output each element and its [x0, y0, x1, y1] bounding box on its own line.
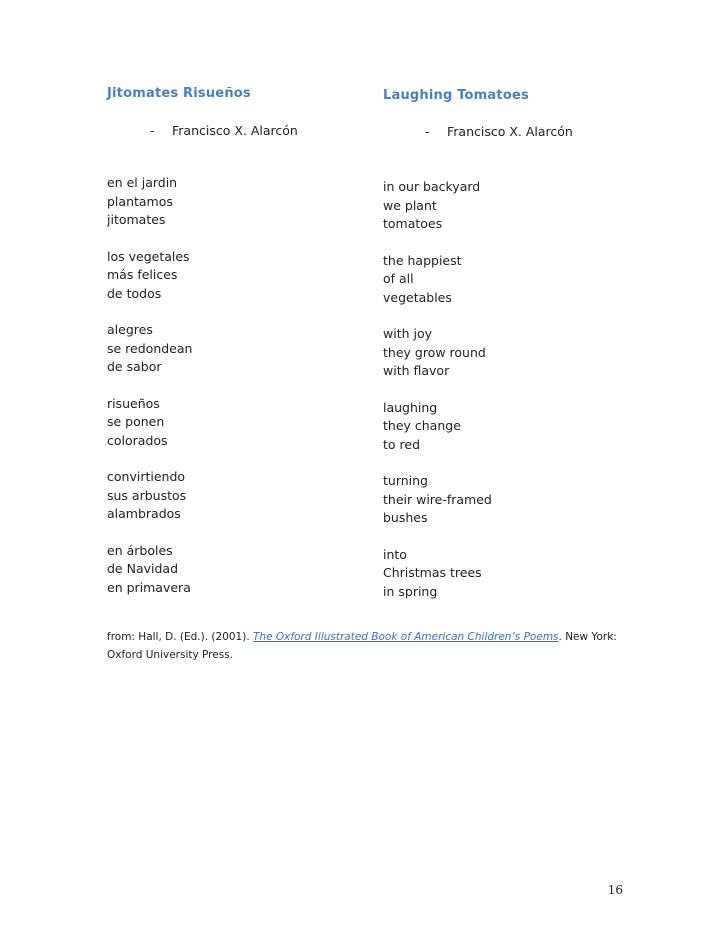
stanza [383, 546, 492, 602]
poem-line: en árboles [107, 542, 173, 558]
poem-title-english: Laughing Tomatoes [383, 88, 529, 103]
stanza [107, 542, 192, 598]
poem-line: bushes [383, 510, 428, 525]
citation-book-title[interactable]: The Oxford Illustrated Book of American Children’s Poems [253, 631, 559, 643]
poem-line: convirtiendo [107, 469, 186, 484]
poem-line: se ponen [107, 414, 165, 429]
poem-line: se redondean [107, 340, 193, 356]
poem-line: to red [383, 436, 421, 452]
poem-title-spanish: Jitomates Risueños [107, 86, 251, 101]
stanza [383, 399, 492, 455]
poem-body-spanish [107, 174, 192, 615]
poem-line: sus arbustos [107, 487, 187, 503]
author-dash: - [425, 124, 430, 139]
page-number: 16 [607, 883, 623, 897]
stanza [383, 325, 492, 381]
poem-line: their wire-framed [383, 491, 492, 507]
poem-line: laughing [383, 399, 438, 415]
poem-line: alambrados [107, 506, 181, 521]
poem-line: plantamos [107, 193, 173, 209]
poem-line: más felices [107, 267, 178, 282]
poem-body-english [383, 178, 492, 619]
poem-line: vegetables [383, 289, 452, 305]
poem-line: alegres [107, 322, 153, 337]
poem-line: in spring [383, 583, 438, 599]
poem-line: into [383, 546, 407, 562]
stanza [383, 178, 492, 234]
stanza [107, 395, 192, 451]
poem-line: risueños [107, 395, 160, 411]
author-name: Francisco X. Alarcón [172, 123, 298, 138]
poem-line: the happiest [383, 252, 462, 268]
poem-line: turning [383, 473, 428, 488]
author-name: Francisco X. Alarcón [447, 124, 573, 139]
poem-line: with flavor [383, 363, 450, 378]
poem-line: in our backyard [383, 179, 481, 194]
poem-line: they change [383, 418, 461, 433]
stanza [383, 252, 492, 308]
poem-line: colorados [107, 432, 168, 448]
poem-line: jitomates [107, 212, 166, 227]
poem-line: de Navidad [107, 561, 179, 576]
poem-line: Christmas trees [383, 565, 482, 580]
poem-line: los vegetales [107, 248, 190, 264]
stanza [107, 248, 192, 304]
poem-line: en primavera [107, 579, 191, 595]
poem-line: en el jardin [107, 175, 178, 190]
citation-prefix: from: Hall, D. (Ed.). (2001). [107, 631, 254, 643]
citation-suffix: . New York: Oxford University Press. [107, 631, 617, 661]
citation [107, 628, 627, 664]
poem-line: tomatoes [383, 216, 443, 231]
poem-line: we plant [383, 197, 437, 213]
author-english [425, 124, 573, 139]
poem-line: they grow round [383, 344, 486, 360]
author-dash: - [150, 123, 155, 138]
poem-line: with joy [383, 326, 433, 341]
poem-line: de sabor [107, 359, 162, 374]
poem-line: of all [383, 271, 414, 286]
stanza [107, 468, 192, 524]
author-spanish [150, 123, 298, 138]
poem-line: de todos [107, 285, 162, 301]
stanza [107, 321, 192, 377]
stanza [383, 472, 492, 528]
stanza [107, 174, 192, 230]
